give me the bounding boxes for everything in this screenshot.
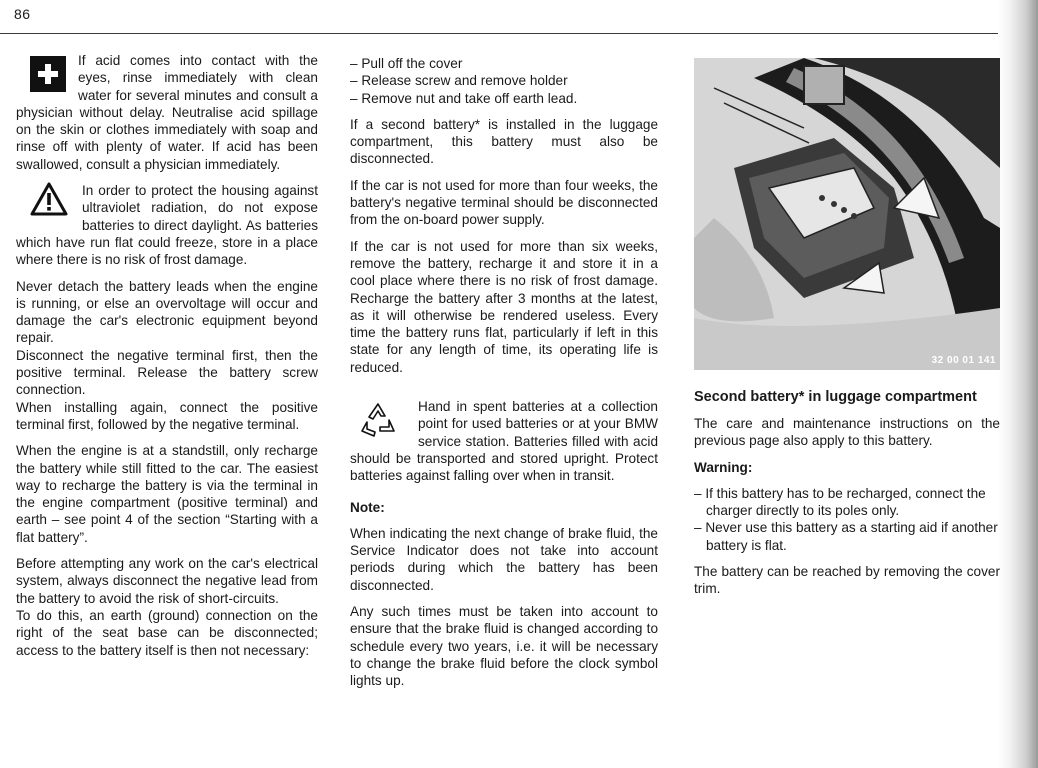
step-release-screw: – Release screw and remove holder bbox=[350, 73, 568, 89]
step-pull-cover: – Pull off the cover bbox=[350, 56, 463, 71]
section-title: Second battery* in luggage compartment bbox=[694, 389, 977, 405]
page-number: 86 bbox=[14, 6, 31, 22]
acid-warning-paragraph bbox=[16, 52, 318, 173]
electrical-work-warning: Before attempting any work on the car's electrical system, always disconnect the negative lead from the battery to avoid the risk of short-circuits. bbox=[16, 556, 318, 606]
four-weeks-paragraph: If the car is not used for more than four weeks, the battery's negative terminal should be disconnected from the on-board power supply. bbox=[350, 177, 658, 228]
reconnect-order: When installing again, connect the positive terminal first, followed by the negative terminal. bbox=[16, 399, 318, 432]
recycling-icon bbox=[358, 400, 398, 444]
first-aid-icon bbox=[30, 56, 66, 92]
second-battery-paragraph: If a second battery* is installed in the luggage compartment, this battery must also be disconnected. bbox=[350, 116, 658, 167]
recharge-instructions: When the engine is at a standstill, only recharge the battery while still fitted to the car. The easiest way to recharge the battery is via the terminal in the engine compartment (positive terminal) and earth – see point 4 of the section “Starting with a flat battery”. bbox=[16, 443, 318, 545]
cover-trim-paragraph: The battery can be reached by removing the cover trim. bbox=[694, 564, 1000, 597]
six-weeks-paragraph: If the car is not used for more than six weeks, remove the battery, recharge it and store it in a cool place where there is no risk of frost damage. Recharge the battery after 3 months at the latest, as it will otherwise be rendered useless. Every time the battery runs flat, particularly if left in this state for any length of time, its operating life is reduced. bbox=[350, 238, 658, 375]
column-left bbox=[16, 52, 318, 668]
acid-warning-text: If acid comes into contact with the eyes, rinse immediately with clean water for several minutes and consult a physician without delay. Neutralise acid spillage on the skin or clothes immediately with soap and rinse off with plenty of water. If acid has been swallowed, consult a physician immediately. bbox=[16, 53, 318, 172]
leads-warning: Never detach the battery leads when the engine is running, or else an overvoltage will occur and damage the car's electronic equipment beyond repair. bbox=[16, 278, 318, 346]
column-right bbox=[694, 388, 1000, 607]
recycling-text: Hand in spent batteries at a collection point for used batteries or at your BMW service station. Batteries filled with acid should be transported and stored upright. Protect batteries against falling over when in transit. bbox=[350, 399, 658, 484]
service-indicator-note: When indicating the next change of brake fluid, the Service Indicator does not take into account periods during which the battery has been disconnected. bbox=[350, 525, 658, 593]
step-remove-nut: – Remove nut and take off earth lead. bbox=[350, 90, 578, 106]
page-spine-shadow bbox=[998, 0, 1038, 768]
warning-heading: Warning: bbox=[694, 459, 753, 475]
warning-item-starting-aid: – Never use this battery as a starting aid if another battery is flat. bbox=[694, 520, 998, 553]
note-heading: Note: bbox=[350, 499, 385, 515]
brake-fluid-paragraph: Any such times must be taken into account to ensure that the brake fluid is changed according to schedule every two years, i.e. it will be necessary to change the brake fluid before the clock symbol lights up. bbox=[350, 604, 658, 689]
warning-triangle-icon bbox=[30, 182, 68, 220]
figure-reference-code: 32 00 01 141 bbox=[931, 355, 996, 366]
battery-photo bbox=[694, 58, 1000, 370]
care-paragraph: The care and maintenance instructions on the previous page also apply to this battery. bbox=[694, 416, 1000, 449]
earth-connection-text: To do this, an earth (ground) connection on the right of the seat base can be disconnected; access to the battery itself is then not necessary: bbox=[16, 607, 318, 658]
disconnect-order: Disconnect the negative terminal first, then the positive terminal. Release the battery screw connection. bbox=[16, 347, 318, 398]
warning-item-recharge: – If this battery has to be recharged, connect the charger directly to its poles only. bbox=[694, 485, 986, 519]
recycling-paragraph bbox=[350, 398, 658, 484]
column-middle bbox=[350, 55, 658, 699]
header-rule bbox=[0, 33, 1000, 34]
uv-warning-paragraph bbox=[16, 182, 318, 268]
uv-warning-text: In order to protect the housing against ultraviolet radiation, do not expose batteries to direct daylight. As batteries which have run flat could freeze, store in a place where there is no risk of frost damage. bbox=[16, 183, 318, 268]
